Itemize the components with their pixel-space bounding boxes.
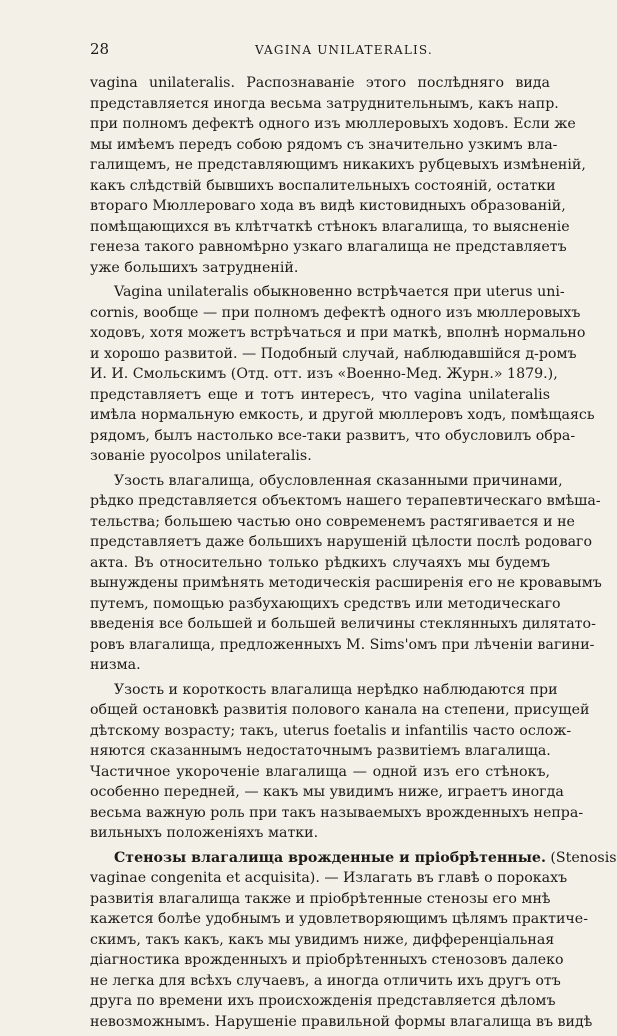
text-line: vaginae congenita et acquisita). — Излагать въ главѣ о порокахъ (90, 870, 568, 886)
text-line: представляется иногда весьма затруднительнымъ, какъ напр. (90, 95, 559, 112)
text-line: уже большихъ затрудненій. (90, 259, 299, 276)
text-line: ровъ влагалища, предложенныхъ M. Sims'омъ при лѣченіи вагини- (90, 636, 595, 653)
paragraph (90, 282, 595, 467)
text-line: развитія влагалища также и пріобрѣтенные стенозы его мнѣ (90, 890, 551, 907)
text-line: не легка для всѣхъ случаевъ, а иногда отличить ихъ другъ отъ (90, 972, 561, 989)
text-line: скимъ, такъ какъ, какъ мы увидимъ ниже, дифференціальная (90, 931, 555, 948)
text-line: представляетъ даже большихъ нарушеній цѣлости послѣ родоваго (90, 534, 593, 550)
text-line: введенія все большей и большей величины стеклянныхъ дилятато- (90, 616, 596, 632)
paragraph (90, 680, 590, 844)
paragraph (90, 73, 586, 278)
text-line: Узость влагалища, обусловленная сказанными причинами, (114, 472, 563, 489)
text-line: Частичное укороченіе влагалища — одной изъ его стѣнокъ, (90, 763, 550, 780)
text-line: рядомъ, былъ настолько все-таки развитъ, что обусловилъ обра- (90, 427, 576, 444)
text-line: рѣдко представляется объектомъ нашего терапевтическаго вмѣша- (90, 493, 601, 509)
text-line: путемъ, помощью разбухающихъ средствъ или методическаго (90, 595, 561, 612)
paragraph (90, 471, 602, 676)
text-line: галищемъ, не представляющимъ никакихъ рубцевыхъ измѣненій, (90, 157, 586, 173)
paragraph (90, 848, 617, 1033)
text-line (90, 848, 617, 869)
page-number: 28 (90, 40, 110, 58)
text-line: Узость и короткость влагалища нерѣдко наблюдаются при (114, 681, 558, 698)
text-line: Vagina unilateralis обыкновенно встрѣчается при uterus uni- (114, 284, 565, 300)
text-line: генеза такого равномѣрно узкаго влагалища не представляетъ (90, 239, 567, 255)
text-line: общей остановкѣ развитія полового канала на степени, присущей (90, 702, 590, 718)
text-line: друга по времени ихъ происхожденія представляется дѣломъ (90, 993, 556, 1009)
running-head: VAGINA UNILATERALIS. (255, 43, 433, 57)
text-line: втораго Мюллероваго хода въ видѣ кистовидныхъ образованій, (90, 198, 566, 214)
text-line: дѣтскому возрасту; такъ, uterus foetalis и infantilis часто ослож- (90, 722, 572, 739)
text-line: невозможнымъ. Нарушеніе правильной формы влагалища въ видѣ (90, 1013, 593, 1030)
text-line: помѣщающихся въ клѣтчаткѣ стѣнокъ влагалища, то выясненіе (90, 218, 570, 235)
text-line: особенно передней, — какъ мы увидимъ ниже, играетъ иногда (90, 784, 564, 800)
text-line: при полномъ дефектѣ одного изъ мюллеровыхъ ходовъ. Если же (90, 116, 576, 132)
section-heading: Стенозы влагалища врожденные и пріобрѣтенные. (114, 849, 546, 866)
text-line: діагностика врожденныхъ и пріобрѣтенныхъ стенозовъ далеко (90, 952, 564, 968)
text-line: какъ слѣдствій бывшихъ воспалительныхъ состояній, остатки (90, 177, 556, 194)
text-line: имѣла нормальную емкость, и другой мюллеровъ ходъ, помѣщаясь (90, 407, 595, 423)
text-line: низма. (90, 657, 141, 673)
text-line: няются сказаннымъ недостаточнымъ развитіемъ влагалища. (90, 743, 551, 759)
text-fragment: (Stenosis (545, 849, 617, 866)
text-line: кажется болѣе удобнымъ и удовлетворяющимъ цѣлямъ практиче- (90, 911, 588, 927)
text-line: тельства; большею частью оно современемъ растягивается и не (90, 513, 575, 530)
text-line: vagina unilateralis. Распознаваніе этого послѣдняго вида (90, 75, 550, 91)
page-body (90, 73, 617, 1036)
text-line: И. И. Смольскимъ (Отд. отт. изъ «Военно-Мед. Журн.» 1879.), (90, 366, 558, 382)
text-line: зованіе pyocolpos unilateralis. (90, 448, 312, 464)
text-line: ходовъ, хотя можетъ встрѣчаться и при маткѣ, вполнѣ нормально (90, 325, 586, 341)
text-line: представляетъ еще и тотъ интересъ, что vagina unilateralis (90, 386, 550, 403)
text-line: вынуждены примѣнять методическія расширенія его не кровавымъ (90, 575, 602, 591)
page-header (90, 40, 555, 58)
text-line: акта. Въ относительно только рѣдкихъ случаяхъ мы будемъ (90, 554, 550, 571)
text-line: и хорошо развитой. — Подобный случай, наблюдавшійся д-ромъ (90, 345, 577, 362)
text-line: весьма важную роль при такъ называемыхъ врожденныхъ непра- (90, 804, 584, 821)
text-line: cornis, вообще — при полномъ дефектѣ одного изъ мюллеровыхъ (90, 304, 581, 321)
text-line: вильныхъ положеніяхъ матки. (90, 825, 319, 841)
text-line: мы имѣемъ передъ собою рядомъ съ значительно узкимъ вла- (90, 136, 558, 153)
